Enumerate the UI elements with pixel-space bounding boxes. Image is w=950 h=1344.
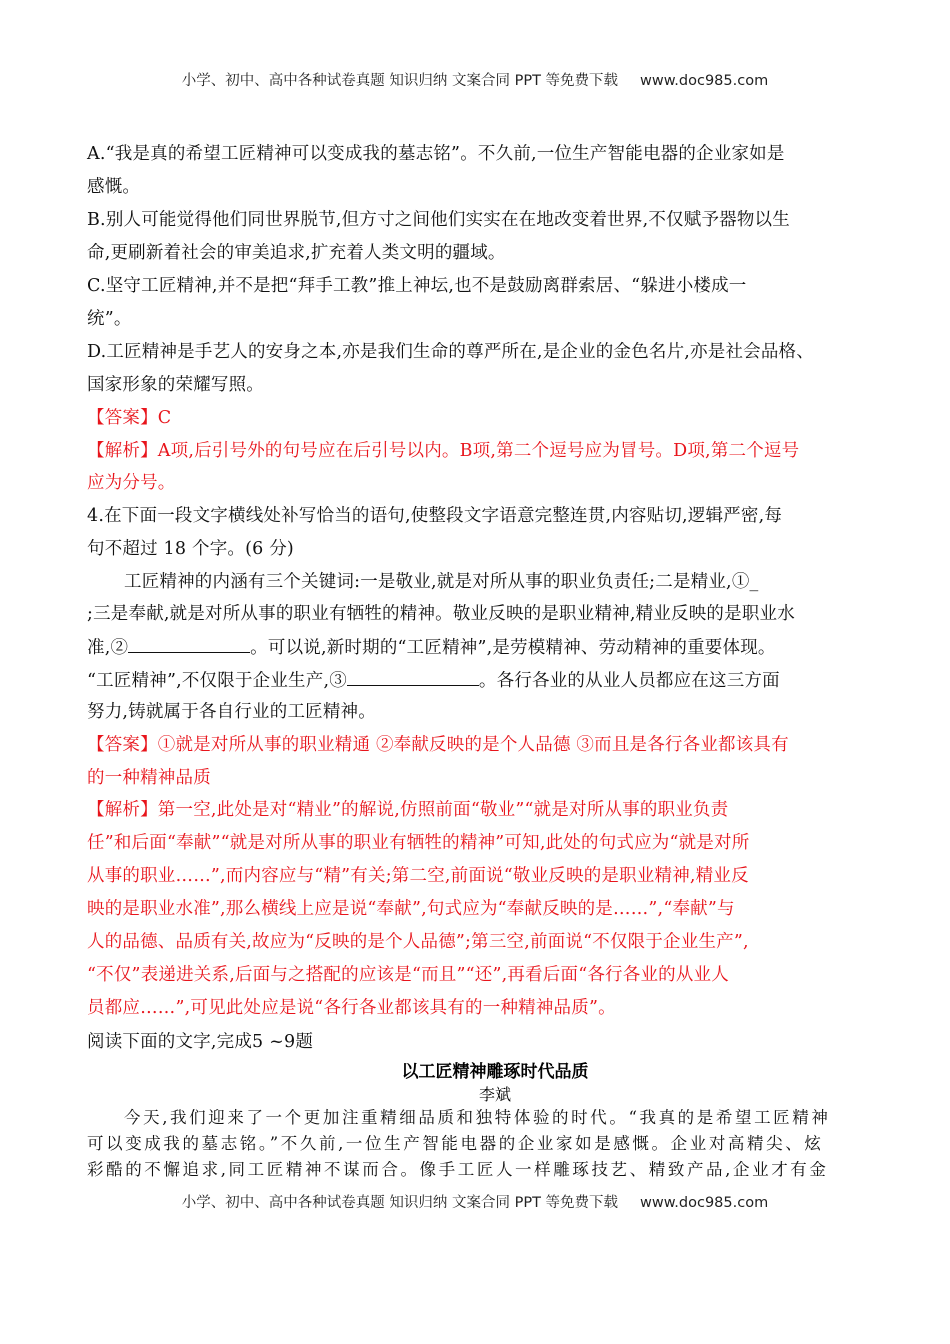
- footer-text: 小学、初中、高中各种试卷真题 知识归纳 文案合同 PPT 等免费下载: [181, 1195, 619, 1211]
- article-title: 以工匠精神雕琢时代品质: [401, 1062, 589, 1082]
- q4-answer-line1: 【答案】①就是对所从事的职业精通 ②奉献反映的是个人品德 ③而且是各行各业都该具有: [87, 735, 789, 755]
- blank-2[interactable]: [128, 636, 250, 653]
- text: 。可以说,新时期的“工匠精神”,是劳模精神、劳动精神的重要体现。: [250, 638, 776, 658]
- article-line1: 今天,我们迎来了一个更加注重精细品质和独特体验的时代。“我真的是希望工匠精神: [124, 1108, 831, 1127]
- q4-analysis-line2: 任”和后面“奉献”“就是对所从事的职业有牺牲的精神”可知,此处的句式应为“就是对所: [87, 833, 750, 853]
- q4-passage-line1: 工匠精神的内涵有三个关键词:一是敬业,就是对所从事的职业负责任;二是精业,①_: [124, 572, 759, 592]
- q4-passage-line5: 努力,铸就属于各自行业的工匠精神。: [87, 702, 376, 722]
- q4-passage-line4: [87, 669, 780, 692]
- q4-passage-line2: ;三是奉献,就是对所从事的职业有牺牲的精神。敬业反映的是职业精神,精业反映的是职业水: [87, 604, 795, 624]
- header-text: 小学、初中、高中各种试卷真题 知识归纳 文案合同 PPT 等免费下载: [181, 73, 619, 89]
- q4-stem-line2: 句不超过 18 个字。(6 分): [87, 539, 294, 559]
- text: 。各行各业的从业人员都应在这三方面: [478, 671, 780, 691]
- q4-passage-line3: [87, 636, 776, 659]
- q4-analysis-line5: 人的品德、品质有关,故应为“反映的是个人品德”;第三空,前面说“不仅限于企业生产”,: [87, 932, 749, 952]
- article-line2: 可以变成我的墓志铭。”不久前,一位生产智能电器的企业家如是感慨。企业对高精尖、炫: [87, 1134, 824, 1153]
- q4-analysis-line4: 映的是职业水准”,那么横线上应是说“奉献”,句式应为“奉献反映的是……”,“奉献”与: [87, 899, 735, 919]
- q4-answer-line2: 的一种精神品质: [87, 768, 211, 788]
- q3-analysis-line1: 【解析】A项,后引号外的句号应在后引号以内。B项,第二个逗号应为冒号。D项,第二个逗号: [87, 441, 800, 461]
- option-d-line2: 国家形象的荣耀写照。: [87, 375, 264, 395]
- page-header: [0, 69, 950, 90]
- footer-url[interactable]: www.doc985.com: [640, 1195, 769, 1211]
- option-a-line2: 感慨。: [87, 177, 141, 197]
- text: 准,②: [87, 638, 129, 658]
- article-line3: 彩酷的不懈追求,同工匠精神不谋而合。像手工匠人一样雕琢技艺、精致产品,企业才有金: [87, 1160, 829, 1179]
- option-d-line1: D.工匠精神是手艺人的安身之本,亦是我们生命的尊严所在,是企业的金色名片,亦是社会品格、: [87, 342, 814, 362]
- article-author: 李斌: [478, 1085, 511, 1104]
- text: “工匠精神”,不仅限于企业生产,③: [87, 671, 347, 691]
- q4-analysis-line1: 【解析】第一空,此处是对“精业”的解说,仿照前面“敬业”“就是对所从事的职业负责: [87, 800, 729, 820]
- option-b-line1: B.别人可能觉得他们同世界脱节,但方寸之间他们实实在在地改变着世界,不仅赋予器物以生: [87, 210, 790, 230]
- reading-instruction: 阅读下面的文字,完成5 ~9题: [87, 1032, 314, 1052]
- q4-stem-line1: 4.在下面一段文字横线处补写恰当的语句,使整段文字语意完整连贯,内容贴切,逻辑严密,每: [87, 506, 783, 526]
- header-url[interactable]: www.doc985.com: [640, 73, 769, 89]
- q3-answer: 【答案】C: [87, 408, 172, 428]
- option-c-line1: C.坚守工匠精神,并不是把“拜手工教”推上神坛,也不是鼓励离群索居、“躲进小楼成一: [87, 276, 747, 296]
- option-b-line2: 命,更刷新着社会的审美追求,扩充着人类文明的疆域。: [87, 243, 506, 263]
- option-a-line1: A.“我是真的希望工匠精神可以变成我的墓志铭”。不久前,一位生产智能电器的企业家如是: [87, 144, 785, 164]
- q4-analysis-line6: “不仅”表递进关系,后面与之搭配的应该是“而且”“还”,再看后面“各行各业的从业人: [87, 965, 729, 985]
- blank-3[interactable]: [347, 669, 479, 686]
- page-footer: [0, 1191, 950, 1212]
- option-c-line2: 统”。: [87, 309, 132, 329]
- q4-analysis-line3: 从事的职业……”,而内容应与“精”有关;第二空,前面说“敬业反映的是职业精神,精业反: [87, 866, 749, 886]
- q3-analysis-line2: 应为分号。: [87, 473, 176, 493]
- q4-analysis-line7: 员都应……”,可见此处应是说“各行各业都该具有的一种精神品质”。: [87, 998, 616, 1018]
